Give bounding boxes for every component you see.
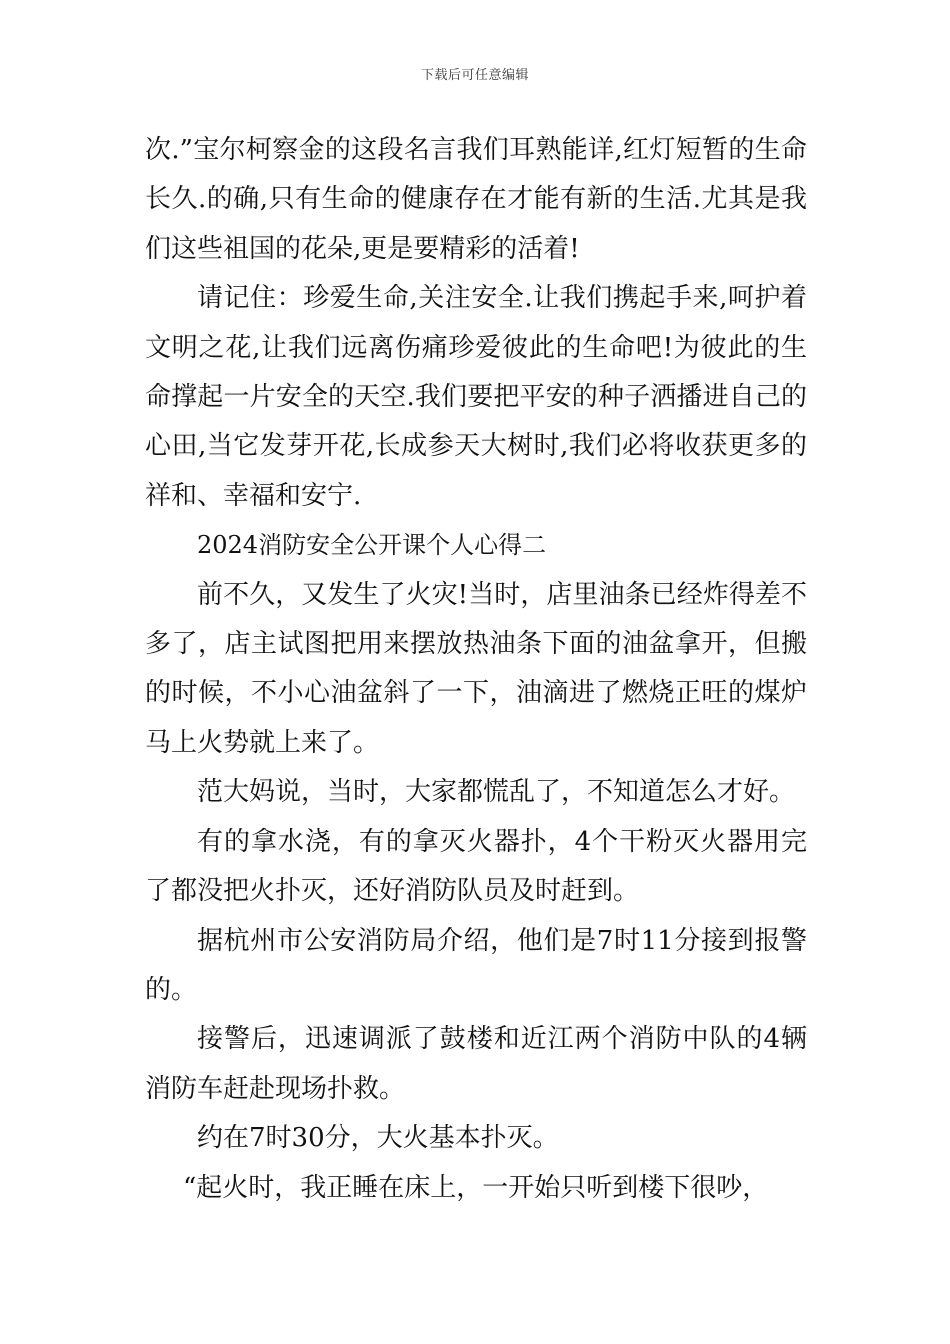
paragraph-extinguishers: 有的拿水浇，有的拿灭火器扑，4个干粉灭火器用完了都没把火扑灭，还好消防队员及时赶到。 <box>145 826 807 907</box>
paragraph-aunt-fan: 范大妈说，当时，大家都慌乱了，不知道怎么才好。 <box>197 777 796 808</box>
document-body <box>145 126 807 1213</box>
paragraph-fire-incident: 前不久，又发生了火灾!当时，店里油条已经炸得差不多了，店主试图把用来摆放热油条下面的油盆拿开，但搬的时候，不小心油盆斜了一下，油滴进了燃烧正旺的煤炉马上火势就上来了。 <box>145 579 807 758</box>
paragraph-alarm-received: 据杭州市公安消防局介绍，他们是7时11分接到报警的。 <box>145 925 807 1005</box>
paragraph-extinguished: 约在7时30分，大火基本扑灭。 <box>197 1123 559 1154</box>
paragraph-remember-safety: 请记住：珍爱生命,关注安全.让我们携起手来,呵护着文明之花,让我们远离伤痛珍爱彼此的生命吧!为彼此的生命撑起一片安全的天空.我们要把平安的种子洒播进自己的心田,当它发芽开花,长成参天大树时,我们必将收获更多的祥和、幸福和安宁. <box>145 283 807 511</box>
paragraph-witness-quote: “起火时，我正睡在床上，一开始只听到楼下很吵， <box>183 1172 769 1203</box>
page-header: 下载后可任意编辑 <box>420 68 529 83</box>
paragraph-dispatch: 接警后，迅速调派了鼓楼和近江两个消防中队的4辆消防车赶赴现场扑救。 <box>145 1024 807 1104</box>
section-heading: 2024消防安全公开课个人心得二 <box>197 531 547 560</box>
paragraph-continuation: 次.”宝尔柯察金的这段名言我们耳熟能详,红灯短暂的生命长久.的确,只有生命的健康存在才能有新的生活.尤其是我们这些祖国的花朵,更是要精彩的活着! <box>145 135 807 264</box>
